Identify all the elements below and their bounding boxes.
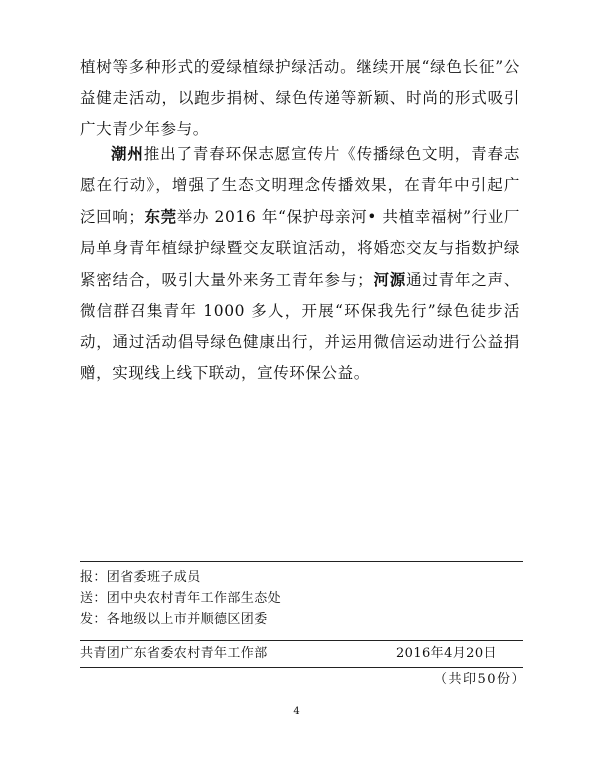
heyuan-label: 河源 <box>373 270 407 289</box>
distribution-top-rule <box>80 561 523 562</box>
distribution-report-to: 报：团省委班子成员 <box>80 570 201 585</box>
print-copies-note: （共印50份） <box>434 672 527 687</box>
dongguan-text: 举办 2016 年“保护母亲河• 共植幸福树”行业厂局单身青年植绿护绿暨交友联谊活动，将婚恋交友与指数护绿紧密结合，吸引大量外来务工青年参与； <box>80 208 520 289</box>
body-paragraph-1 <box>80 52 520 145</box>
chaozhou-label: 潮州 <box>111 144 144 163</box>
chaozhou-text: 推出了青春环保志愿宣传片《传播绿色文明，青春志愿在行动》，增强了生态文明理念传播效果，在青年中引起广泛回响； <box>80 145 520 226</box>
paragraph-1-text: 植树等多种形式的爱绿植绿护绿活动。继续开展“绿色长征”公益健走活动，以跑步捐树、绿色传递等新颖、时尚的形式吸引广大青少年参与。 <box>80 58 520 138</box>
page-number: 4 <box>293 706 300 717</box>
footer-bottom-rule <box>80 667 523 668</box>
distribution-middle-rule <box>80 640 523 641</box>
distribution-send-to: 送：团中央农村青年工作部生态处 <box>80 591 282 606</box>
distribution-issue-to: 发：各地级以上市并顺德区团委 <box>80 612 268 627</box>
issuing-department: 共青团广东省委农村青年工作部 <box>80 646 268 661</box>
issue-date: 2016年4月20日 <box>396 646 497 661</box>
dongguan-label: 东莞 <box>144 207 177 226</box>
heyuan-text: 通过青年之声、微信群召集青年 1000 多人，开展“环保我先行”绿色徒步活动，通过活动倡导绿色健康出行，并运用微信运动进行公益捐赠，实现线上线下联动，宣传环保公益。 <box>80 271 520 382</box>
body-paragraph-2 <box>80 138 520 389</box>
